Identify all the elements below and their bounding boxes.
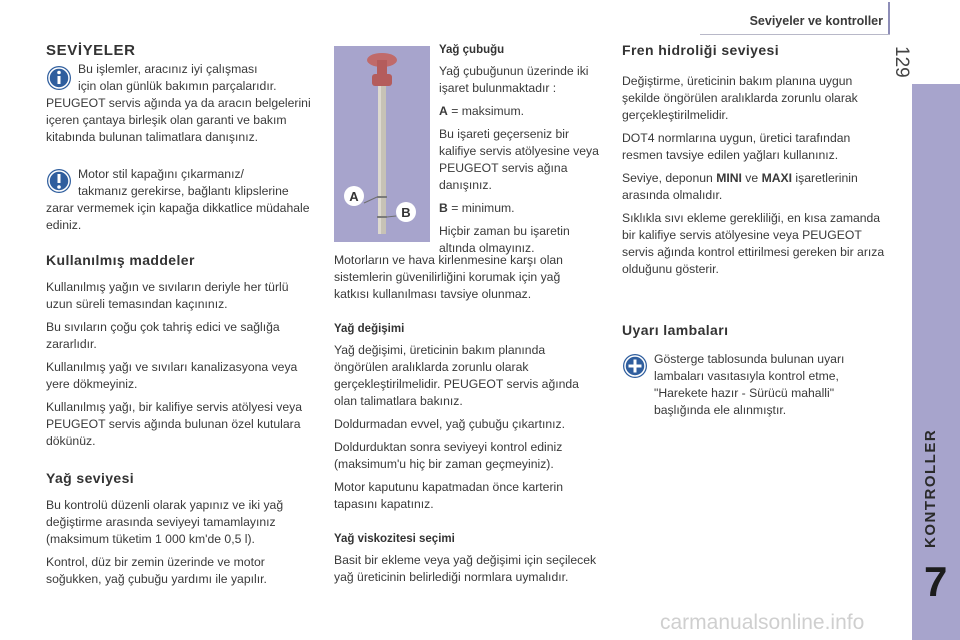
used-paragraph-3: Kullanılmış yağı ve sıvıları kanalizasyona veya yere dökmeyiniz. xyxy=(46,360,298,391)
section-heading-seviyeler: SEVİYELER xyxy=(46,42,136,59)
info-line-2: için olan günlük bakımın parçalarıdır. xyxy=(78,79,277,93)
header-rule xyxy=(700,34,890,35)
brake-paragraph-1: Değiştirme, üreticinin bakım planına uygun şekilde öngörülen aralıklarda zorunlu olarak gerçekleştirilmelidir. xyxy=(622,74,858,122)
viscosity-paragraph: Basit bir ekleme veya yağ değişimi için seçilecek yağ üreticinin belirlediği normlara uymalıdır. xyxy=(334,553,597,584)
watermark: carmanualsonline.info xyxy=(660,611,865,634)
oil-additive-note: Motorların ve hava kirlenmesine karşı olan sistemlerin güvenilirliğini korumak için yağ katkısı kullanılması tavsiye olunmaz. xyxy=(334,253,563,301)
section-heading-used-materials: Kullanılmış maddeler xyxy=(46,252,195,268)
info-icon xyxy=(46,65,72,91)
brake-paragraph-3: Seviye, deponun MINI ve MAXI işaretlerinin arasında olmalıdır. xyxy=(622,171,858,202)
info-line-1: Bu işlemler, aracınız iyi çalışması xyxy=(78,62,258,76)
oil-change-paragraph-1: Yağ değişimi, üreticinin bakım planında öngörülen aralıklarda zorunlu olarak gerçekleştirilmelidir. PEUGEOT servis ağında olan talimatlara bakınız. xyxy=(334,343,579,408)
dipstick-mark-a: A = maksimum. xyxy=(439,104,524,118)
page-number: 129 xyxy=(891,46,912,78)
warning-lamps-note xyxy=(622,351,890,419)
column-3 xyxy=(622,42,890,419)
oil-change-paragraph-4: Motor kaputunu kapatmadan önce karterin tapasını kapatınız. xyxy=(334,480,563,511)
warning-icon xyxy=(46,168,72,194)
used-paragraph-4: Kullanılmış yağı, bir kalifiye servis atölyesi veya PEUGEOT servis ağında bulunan özel kutulara dökünüz. xyxy=(46,400,303,448)
chapter-tab xyxy=(912,84,960,640)
oil-change-heading: Yağ değişimi xyxy=(334,323,405,335)
brake-paragraph-2: DOT4 normlarına uygun, üretici tarafından resmen tavsiye edilen yağları kullanınız. xyxy=(622,131,851,162)
warning-line-1: Motor stil kapağını çıkarmanız/ xyxy=(78,167,244,181)
running-header: Seviyeler ve kontroller xyxy=(749,14,883,28)
warning-lamps-text: Gösterge tablosunda bulunan uyarı lambaları vasıtasıyla kontrol etme, "Harekete hazır - Sürücü mahalli" başlığında ele alınmıştır. xyxy=(654,352,845,417)
oil-paragraph-2: Kontrol, düz bir zemin üzerinde ve motor soğukken, yağ çubuğu yardımı ile yapılır. xyxy=(46,555,267,586)
warning-lamps-heading: Uyarı lambaları xyxy=(622,322,729,338)
section-heading-oil-level: Yağ seviyesi xyxy=(46,470,135,486)
plus-icon xyxy=(622,353,648,379)
dipstick-heading: Yağ çubuğu xyxy=(439,44,505,56)
dipstick-paragraph-1: Yağ çubuğunun üzerinde iki işaret bulunmaktadır : xyxy=(439,64,589,95)
header-tick xyxy=(888,2,890,34)
column-2-upper xyxy=(439,42,599,263)
dipstick-paragraph-3: Hiçbir zaman bu işaretin altında olmayınız. xyxy=(439,224,570,255)
figure-label-b: B xyxy=(401,205,411,220)
dipstick-illustration xyxy=(334,46,430,242)
chapter-label: KONTROLLER xyxy=(922,428,939,548)
info-note xyxy=(46,61,316,95)
warning-paragraph: zarar vermemek için kapağa dikkatlice müdahale ediniz. xyxy=(46,201,310,232)
figure-label-a: A xyxy=(349,189,359,204)
oil-change-paragraph-3: Doldurduktan sonra seviyeyi kontrol ediniz (maksimum'u hiç bir zaman geçmeyiniz). xyxy=(334,440,563,471)
info-paragraph: PEUGEOT servis ağında ya da aracın belgelerini içeren çantaya birleşik olan garanti ve bakım kitabında bulunan talimatlara danışınız. xyxy=(46,96,311,144)
brake-fluid-heading: Fren hidroliği seviyesi xyxy=(622,42,780,58)
column-2-lower xyxy=(334,252,598,592)
used-paragraph-2: Bu sıvıların çoğu çok tahriş edici ve sağlığa zararlıdır. xyxy=(46,320,280,351)
dipstick-drawing xyxy=(334,46,430,242)
warning-line-2: takmanız gerekirse, bağlantı klipslerine xyxy=(78,184,289,198)
column-1 xyxy=(46,42,316,594)
oil-paragraph-1: Bu kontrolü düzenli olarak yapınız ve iki yağ değiştirme arasında seviyeyi tamamlayınız (maksimum tüketim 1 000 km'de 0,5 l). xyxy=(46,498,284,546)
dipstick-paragraph-2: Bu işareti geçerseniz bir kalifiye servis atölyesine veya PEUGEOT servis ağına danışınız. xyxy=(439,127,599,192)
warning-note xyxy=(46,166,316,200)
used-paragraph-1: Kullanılmış yağın ve sıvıların deriyle her türlü uzun süreli temasından kaçınınız. xyxy=(46,280,289,311)
chapter-number: 7 xyxy=(924,558,948,605)
brake-paragraph-4: Sıklıkla sıvı ekleme gerekliliği, en kısa zamanda bir kalifiye servis atölyesine veya PEUGEOT servis ağında kontrol ettirilmesi gereken bir arıza olduğunu gösterir. xyxy=(622,211,885,276)
dipstick-mark-b: B = minimum. xyxy=(439,201,515,215)
viscosity-heading: Yağ viskozitesi seçimi xyxy=(334,533,455,545)
oil-change-paragraph-2: Doldurmadan evvel, yağ çubuğu çıkartınız. xyxy=(334,417,566,431)
